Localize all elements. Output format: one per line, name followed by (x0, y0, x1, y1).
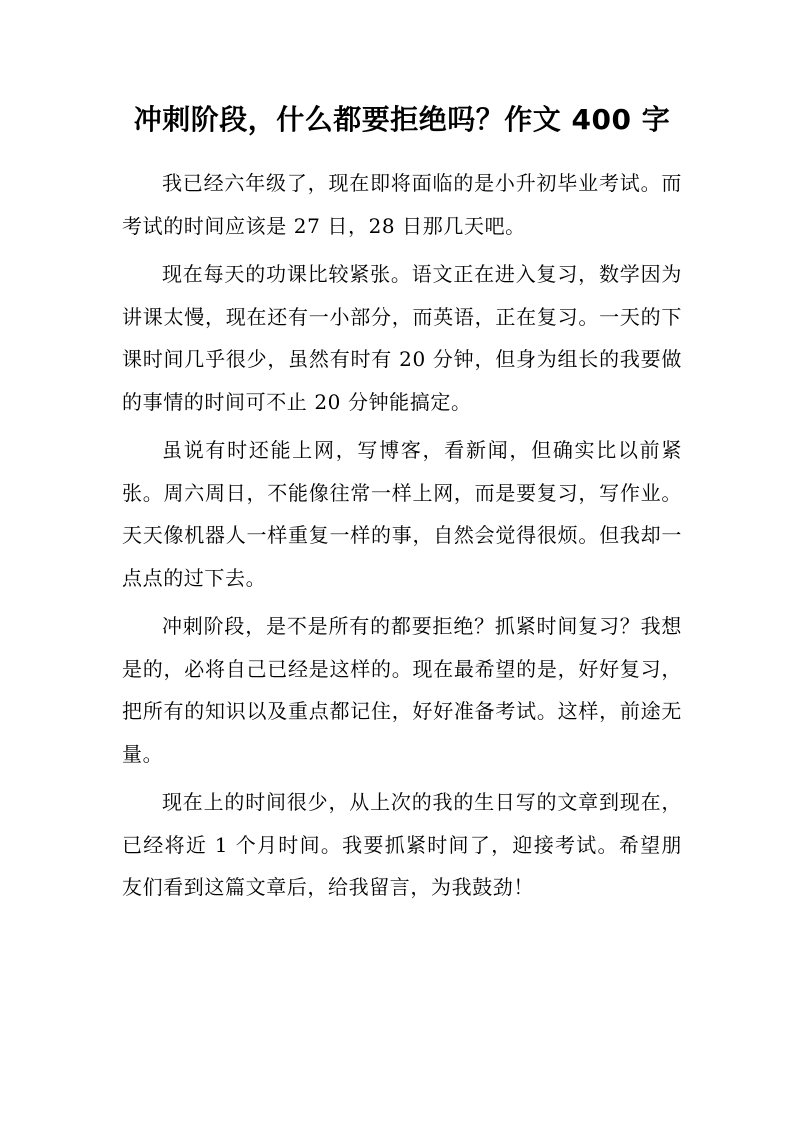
paragraph-2: 现在每天的功课比较紧张。语文正在进入复习，数学因为讲课太慢，现在还有一小部分，而英语，正在复习。一天的下课时间几乎很少，虽然有时有 20 分钟，但身为组长的我要做的事情的时间可不止 20 分钟能搞定。 (122, 262, 682, 414)
paragraph-1: 我已经六年级了，现在即将面临的是小升初毕业考试。而考试的时间应该是 27 日，28 日那几天吧。 (122, 171, 682, 238)
paragraph-5: 现在上的时间很少，从上次的我的生日写的文章到现在，已经将近 1 个月时间。我要抓紧时间了，迎接考试。希望朋友们看到这篇文章后，给我留言，为我鼓劲！ (122, 790, 682, 899)
paragraph-4: 冲刺阶段，是不是所有的都要拒绝？抓紧时间复习？我想是的，必将自己已经是这样的。现在最希望的是，好好复习，把所有的知识以及重点都记住，好好准备考试。这样，前途无量。 (122, 614, 682, 766)
paragraph-3: 虽说有时还能上网，写博客，看新闻，但确实比以前紧张。周六周日，不能像往常一样上网，而是要复习，写作业。天天像机器人一样重复一样的事，自然会觉得很烦。但我却一点点的过下去。 (122, 438, 682, 590)
document-title: 冲刺阶段，什么都要拒绝吗？作文 400 字 (133, 103, 671, 136)
